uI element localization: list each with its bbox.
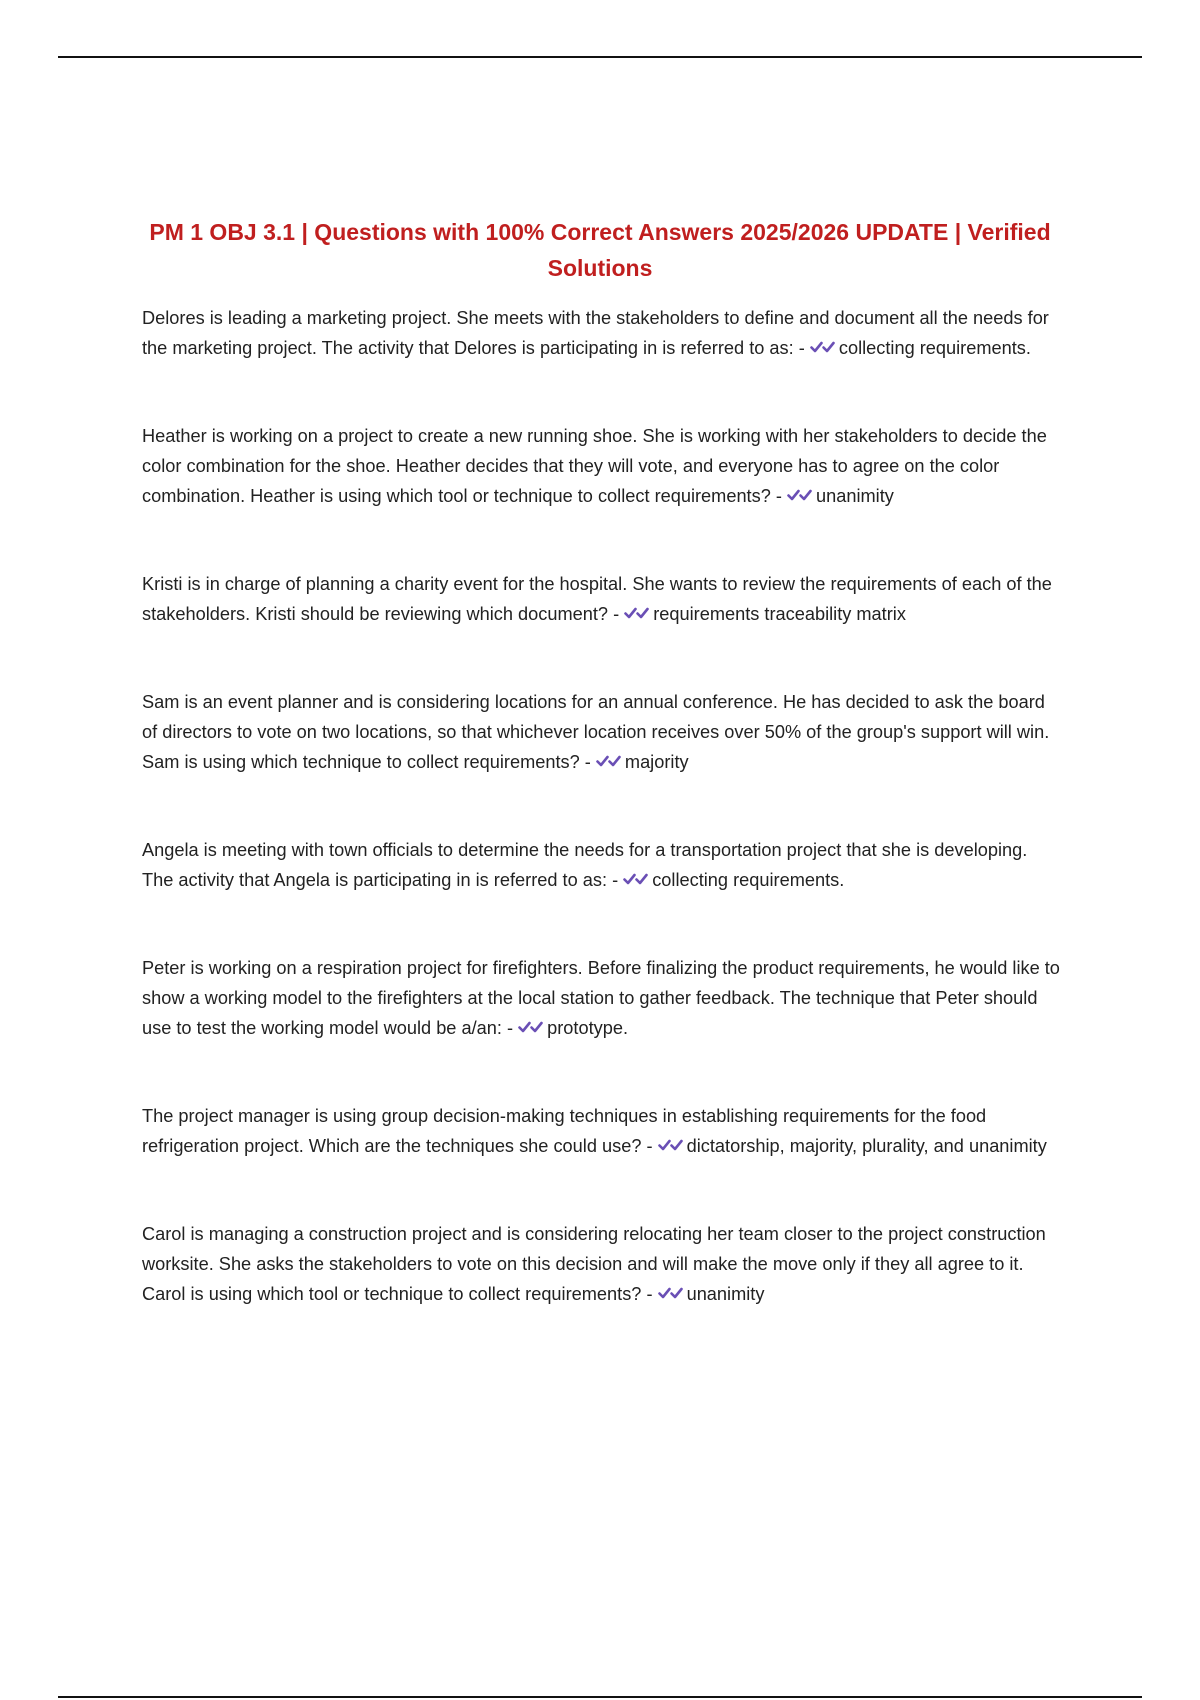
document-title: PM 1 OBJ 3.1 | Questions with 100% Correct Answers 2025/2026 UPDATE | Verified Solutions bbox=[149, 219, 1051, 281]
double-check-icon bbox=[810, 338, 836, 356]
question-text: Carol is managing a construction project and is considering relocating her team closer to the project construction worksite. She asks the stakeholders to vote on this decision and will make the move only if they all agree to it. Carol is using which tool or technique to collect requirements? - bbox=[142, 1224, 1046, 1304]
qa-item bbox=[142, 569, 1062, 629]
qa-item bbox=[142, 1101, 1062, 1161]
double-check-icon bbox=[658, 1284, 684, 1302]
qa-item bbox=[142, 953, 1062, 1043]
answer-text: collecting requirements. bbox=[652, 870, 845, 890]
answer-text: unanimity bbox=[686, 1284, 765, 1304]
top-rule bbox=[58, 56, 1142, 58]
answer-text: requirements traceability matrix bbox=[653, 604, 906, 624]
answer-text: unanimity bbox=[816, 486, 894, 506]
question-text: Peter is working on a respiration project for firefighters. Before finalizing the product requirements, he would like to show a working model to the firefighters at the local station to gather feedback. The technique that Peter should use to test the working model would be a/an: - bbox=[142, 958, 1060, 1038]
question-text: Sam is an event planner and is considering locations for an annual conference. He has decided to ask the board of directors to vote on two locations, so that whichever location receives over 50% of the group's support will win. Sam is using which technique to collect requirements? - bbox=[142, 692, 1050, 772]
answer-text: prototype. bbox=[547, 1018, 628, 1038]
double-check-icon bbox=[623, 870, 649, 888]
double-check-icon bbox=[658, 1136, 684, 1154]
question-text: The project manager is using group decision-making techniques in establishing requirements for the food refrigeration project. Which are the techniques she could use? - bbox=[142, 1106, 987, 1156]
qa-item bbox=[142, 421, 1062, 511]
question-text: Kristi is in charge of planning a charity event for the hospital. She wants to review the requirements of each of the stakeholders. Kristi should be reviewing which document? - bbox=[142, 574, 1052, 624]
qa-item bbox=[142, 303, 1062, 363]
answer-text: majority bbox=[624, 752, 689, 772]
answer-text: collecting requirements. bbox=[838, 338, 1031, 358]
question-text: Angela is meeting with town officials to determine the needs for a transportation project that she is developing. The activity that Angela is participating in is referred to as: - bbox=[142, 840, 1028, 890]
question-text: Delores is leading a marketing project. She meets with the stakeholders to define and document all the needs for the marketing project. The activity that Delores is participating in is referred to as: - bbox=[142, 308, 1049, 358]
double-check-icon bbox=[518, 1018, 544, 1036]
double-check-icon bbox=[787, 486, 813, 504]
qa-item bbox=[142, 687, 1062, 777]
qa-item bbox=[142, 1219, 1062, 1309]
qa-item bbox=[142, 835, 1062, 895]
bottom-rule bbox=[58, 1696, 1142, 1698]
qa-list bbox=[142, 303, 1062, 1367]
question-text: Heather is working on a project to create a new running shoe. She is working with her stakeholders to decide the color combination for the shoe. Heather decides that they will vote, and everyone has to agree on the color combination. Heather is using which tool or technique to collect requirements? - bbox=[142, 426, 1047, 506]
double-check-icon bbox=[596, 752, 622, 770]
answer-text: dictatorship, majority, plurality, and unanimity bbox=[686, 1136, 1047, 1156]
double-check-icon bbox=[624, 604, 650, 622]
